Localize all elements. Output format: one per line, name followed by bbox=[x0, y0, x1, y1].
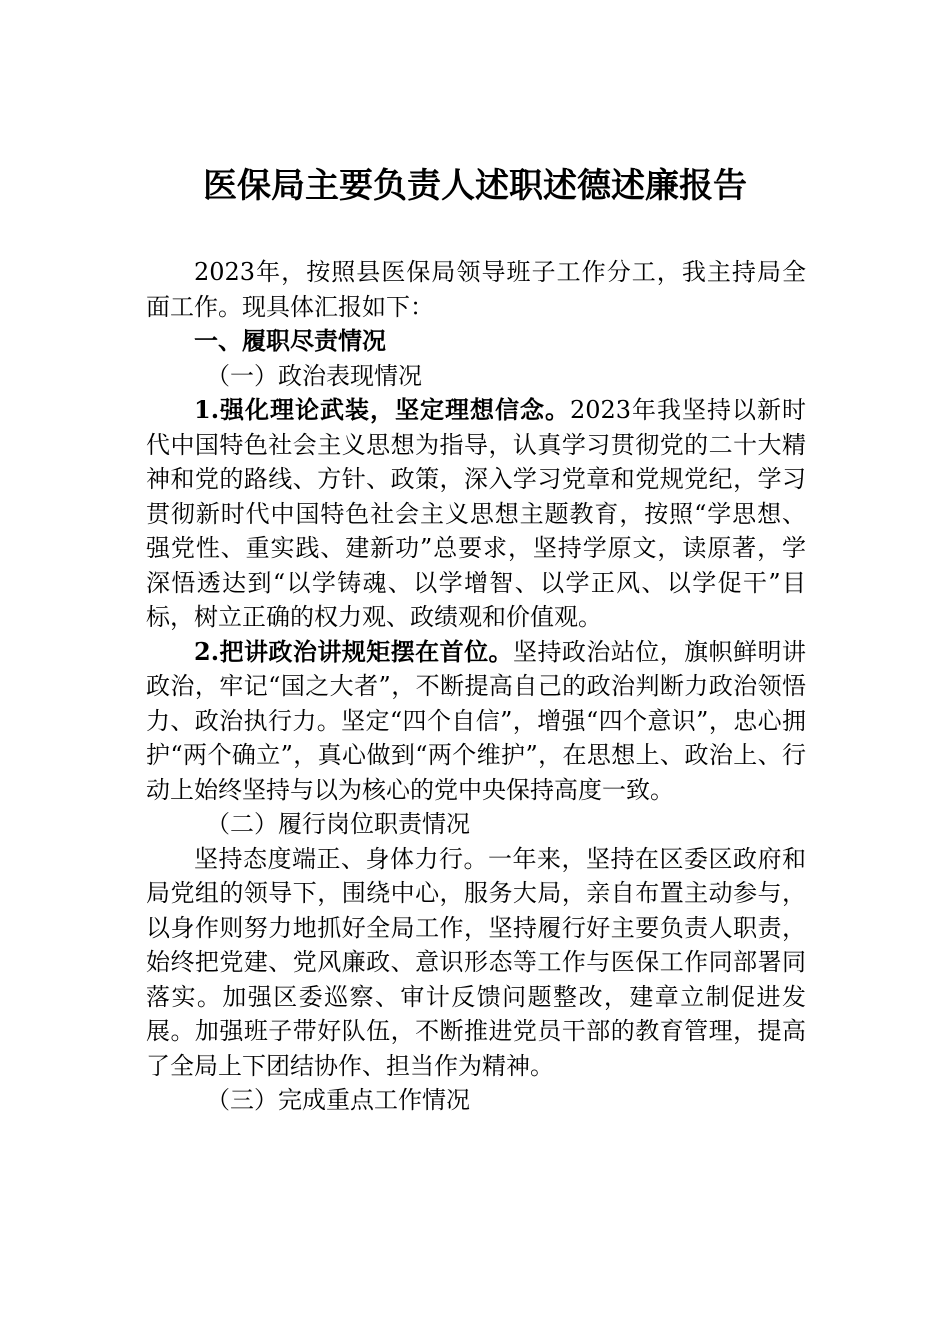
item-text-1: 2023年我坚持以新时代中国特色社会主义思想为指导，认真学习贯彻党的二十大精神和党的路线、方针、政策，深入学习党章和党规党纪，学习贯彻新时代中国特色社会主义思想主题教育，按照“学思想、强党性、重实践、建新功”总要求，坚持学原文，读原著，学深悟透达到“以学铸魂、以学增智、以学正风、以学促干”目标，树立正确的权力观、政绩观和价值观。 bbox=[146, 396, 807, 631]
item-paragraph-2 bbox=[146, 635, 806, 808]
subsection-paragraph-2: 坚持态度端正、身体力行。一年来，坚持在区委区政府和局党组的领导下，围绕中心，服务大局，亲自布置主动参与，以身作则努力地抓好全局工作，坚持履行好主要负责人职责，始终把党建、党风廉政、意识形态等工作与医保工作同部署同落实。加强区委巡察、审计反馈问题整改，建章立制促进发展。加强班子带好队伍，不断推进党员干部的教育管理，提高了全局上下团结协作、担当作为精神。 bbox=[146, 844, 806, 1080]
subsection-heading-1: （一）政治表现情况 bbox=[206, 361, 422, 390]
section-heading-1: 一、履职尽责情况 bbox=[194, 326, 386, 355]
item-lead-1: 1.强化理论武装，坚定理想信念。 bbox=[194, 395, 570, 424]
subsection-heading-3: （三）完成重点工作情况 bbox=[206, 1086, 470, 1114]
item-paragraph-1 bbox=[146, 393, 806, 635]
item-text-2: 坚持政治站位，旗帜鲜明讲政治，牢记“国之大者”，不断提高自己的政治判断力政治领悟力、政治执行力。坚定“四个自信”，增强“四个意识”，忠心拥护“两个确立”，真心做到“两个维护”，在思想上、政治上、行动上始终坚持与以为核心的党中央保持高度一致。 bbox=[146, 637, 806, 804]
document-body bbox=[146, 255, 806, 1118]
intro-paragraph: 2023年，按照县医保局领导班子工作分工，我主持局全面工作。现具体汇报如下： bbox=[146, 258, 806, 321]
subsection-heading-2: （二）履行岗位职责情况 bbox=[206, 810, 470, 838]
item-lead-2: 2.把讲政治讲规矩摆在首位。 bbox=[194, 636, 513, 666]
document-title: 医保局主要负责人述职述德述廉报告 bbox=[203, 166, 747, 206]
